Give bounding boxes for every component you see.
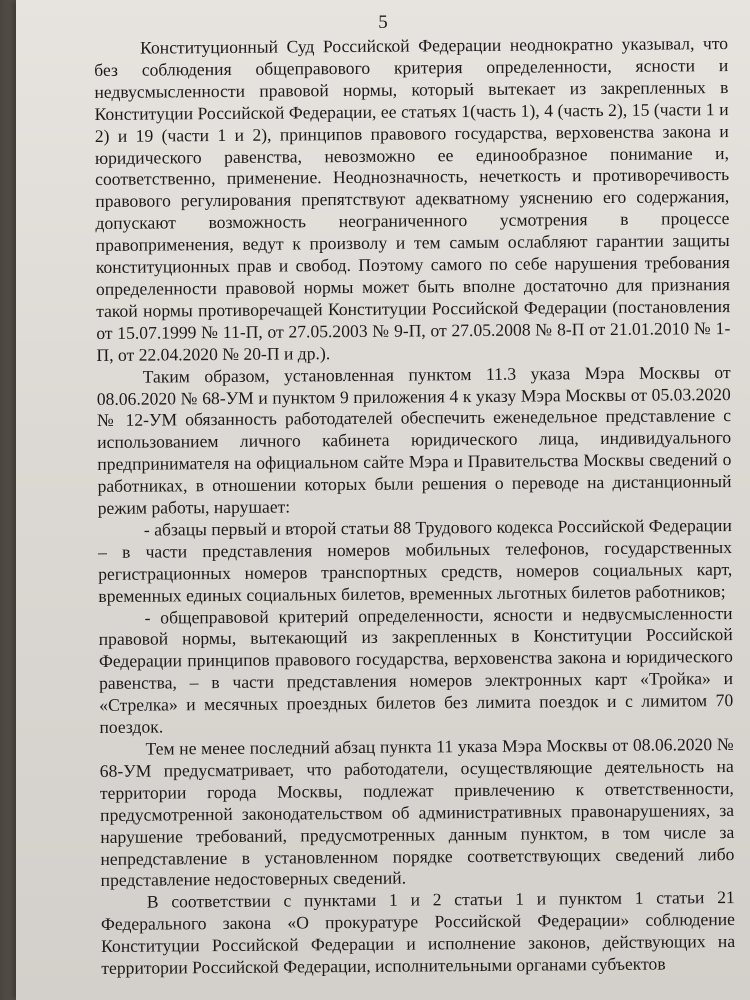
document-page — [16, 0, 750, 1000]
paragraph-prosecutor-law: В соответствии с пунктами 1 и 2 статьи 1 и пунктом 1 статьи 21 Федерального закона «О прокуратуре Российской Федерации» соблюдение Конституции Российской Федерации и исполнение законов, действующих на территории Российской Федерации, исполнительными органами субъектов — [100, 887, 736, 979]
document-body — [94, 33, 735, 980]
paragraph-conclusion: Таким образом, установленная пунктом 11.3 указа Мэра Москвы от 08.06.2020 № 68-УМ и пунктом 9 приложения 4 к указу Мэра Москвы от 05.03.2020 № 12-УМ обязанность работодателей обеспечить еженедельное представление с использованием личного кабинета юридического лица, индивидуального предпринимателя на официальном сайте Мэра и Правительства Москвы сведений о работниках, в отношении которых были решения о переводе на дистанционный режим работы, нарушает: — [96, 361, 732, 519]
paragraph-liability: Тем не менее последний абзац пункта 11 указа Мэра Москвы от 08.06.2020 № 68-УМ предусматривает, что работодатели, осуществляющие деятельность на территории города Москвы, подлежат привлечению к ответственности, предусмотренной законодательством об административных правонарушениях, за нарушение требований, предусмотренных данным пунктом, в том числе за непредставление в установленном порядке соответствующих сведений либо представление недостоверных сведений. — [99, 733, 735, 891]
page-number: 5 — [378, 12, 388, 33]
list-item-legal-certainty: - общеправовой критерий определенности, ясности и недвусмысленности правовой нормы, вытекающий из закрепленных в Конституции Российской Федерации принципов правового государства, верховенства закона и юридического равенства, – в части представления номеров электронных карт «Тройка» и «Стрелка» и месячных проездных билетов без лимита поездок и с лимитом 70 поездок. — [98, 602, 734, 738]
paragraph-constitutional-court: Конституционный Суд Российской Федерации неоднократно указывал, что без соблюдения общеправового критерия определенности, ясности и недвусмысленности правовой нормы, который вытекает из закрепленных в Конституции Российской Федерации, ее статьях 1(часть 1), 4 (часть 2), 15 (части 1 и 2) и 19 (части 1 и 2), принципов правового государства, верховенства закона и юридического равенства, невозможно ее единообразное понимание и, соответственно, применение. Неоднозначность, нечеткость и противоречивость правового регулирования препятствуют адекватному уяснению его содержания, допускают возможность неограниченного усмотрения в процессе правоприменения, ведут к произволу и тем самым ослабляют гарантии защиты конституционных прав и свобод. Поэтому самого по себе нарушения требования определенности правовой нормы может быть вполне достаточно для признания такой нормы противоречащей Конституции Российской Федерации (постановления от 15.07.1999 № 11-П, от 27.05.2003 № 9-П, от 27.05.2008 № 8-П от 21.01.2010 № 1-П, от 22.04.2020 № 20-П и др.). — [94, 33, 731, 365]
list-item-labor-code: - абзацы первый и второй статьи 88 Трудового кодекса Российской Федерации – в части представления номеров мобильных телефонов, государственных регистрационных номеров транспортных средств, номеров социальных карт, временных единых социальных билетов, временных льготных билетов работников; — [97, 514, 733, 606]
